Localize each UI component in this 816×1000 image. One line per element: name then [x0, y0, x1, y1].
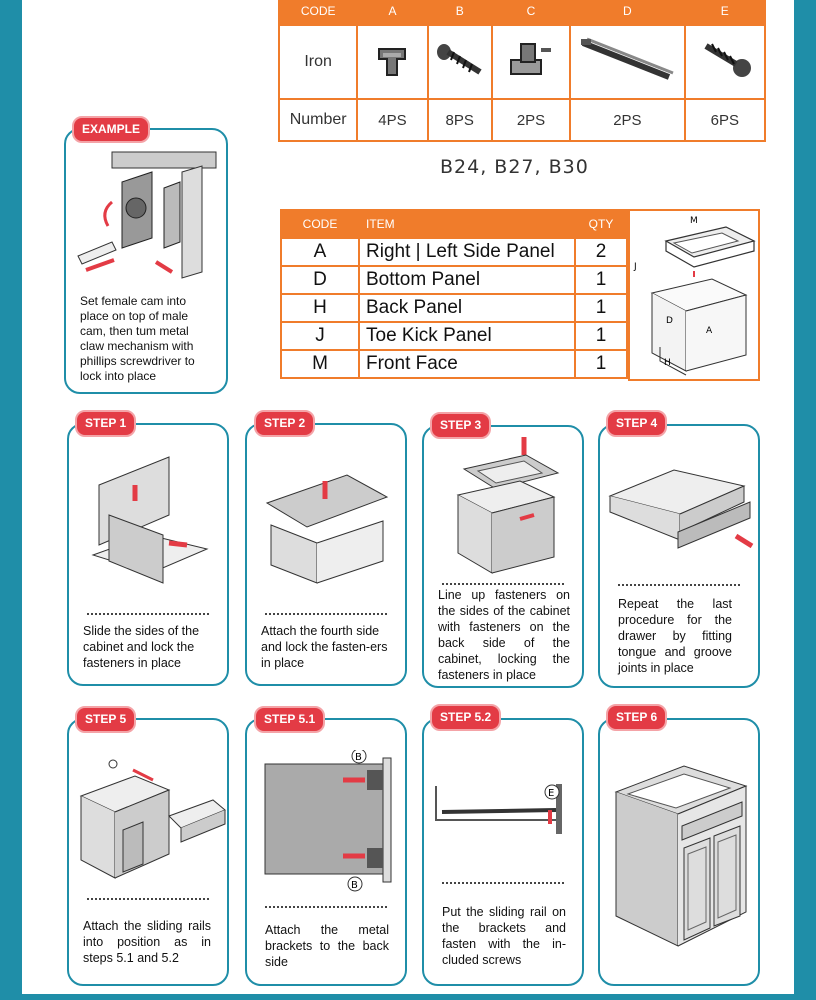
- step-2-divider: [265, 613, 387, 615]
- step-3-caption: Line up fasteners on the sides of the cabinet with fasteners on the back side of the cabinet, locking the fasteners in place: [438, 588, 570, 682]
- callout-b-top: B: [355, 752, 362, 763]
- step-5-divider: [87, 898, 209, 900]
- model-numbers: B24, B27, B30: [440, 156, 589, 178]
- step-5-2-badge: STEP 5.2: [430, 704, 501, 731]
- callout-e: E: [548, 788, 555, 799]
- step-6-card: [598, 718, 760, 986]
- item-qty: 1: [575, 350, 627, 378]
- wood-screw-icon: [434, 40, 486, 80]
- page-frame-bottom: [0, 994, 816, 1000]
- step-4-illustration: [604, 446, 754, 566]
- item-code: J: [281, 322, 359, 350]
- table-row: [281, 350, 627, 378]
- parts-header-c: C: [492, 0, 570, 25]
- item-code: D: [281, 266, 359, 294]
- diagram-label-d: D: [666, 316, 673, 326]
- step-5-card: [67, 718, 229, 986]
- step-6-illustration: [610, 756, 750, 952]
- screw-icon: [696, 38, 754, 82]
- step-5-1-card: [245, 718, 407, 986]
- part-b-cell: [428, 25, 492, 99]
- table-row: [281, 294, 627, 322]
- part-c-cell: [492, 25, 570, 99]
- part-e-count: 6PS: [685, 99, 765, 141]
- step-2-caption: Attach the fourth side and lock the fasten-ers in place: [261, 624, 388, 670]
- items-table: [280, 209, 628, 379]
- step-1-illustration: [79, 445, 219, 585]
- items-header-code: CODE: [281, 210, 359, 238]
- diagram-label-j: J: [634, 262, 637, 272]
- step-1-caption: Slide the sides of the cabinet and lock the fasteners in place: [83, 624, 200, 670]
- parts-header-code: CODE: [279, 0, 357, 25]
- items-header-qty: QTY: [575, 210, 627, 238]
- step-5-1-badge: STEP 5.1: [254, 706, 325, 733]
- step-5-badge: STEP 5: [75, 706, 136, 733]
- part-c-count: 2PS: [492, 99, 570, 141]
- step-4-badge: STEP 4: [606, 410, 667, 437]
- step-3-card: [422, 425, 584, 688]
- step-5-1-caption: Attach the metal brackets to the back side: [265, 923, 389, 969]
- cam-lock-icon: [367, 35, 417, 85]
- step-4-card: [598, 424, 760, 688]
- part-b-count: 8PS: [428, 99, 492, 141]
- step-4-divider: [618, 584, 740, 586]
- part-d-count: 2PS: [570, 99, 684, 141]
- item-code: H: [281, 294, 359, 322]
- item-name: Back Panel: [359, 294, 575, 322]
- example-badge: EXAMPLE: [72, 116, 150, 143]
- step-1-badge: STEP 1: [75, 410, 136, 437]
- parts-header-e: E: [685, 0, 765, 25]
- item-name: Right | Left Side Panel: [359, 238, 575, 266]
- step-5-2-illustration: [432, 780, 582, 840]
- step-5-2-divider: [442, 882, 564, 884]
- diagram-label-a: A: [706, 326, 713, 336]
- item-qty: 2: [575, 238, 627, 266]
- table-row: [281, 238, 627, 266]
- parts-header-d: D: [570, 0, 684, 25]
- parts-row-label-number: Number: [279, 99, 357, 141]
- step-5-caption: Attach the sliding rails into position as in steps 5.1 and 5.2: [83, 919, 211, 965]
- step-5-2-caption: Put the sliding rail on the brackets and fasten with the in-cluded screws: [442, 905, 566, 967]
- example-caption: Set female cam into place on top of male cam, then tum metal claw mechanism with phillips screwdriver to lock into place: [80, 294, 195, 383]
- item-name: Front Face: [359, 350, 575, 378]
- step-3-badge: STEP 3: [430, 412, 491, 439]
- parts-header-b: B: [428, 0, 492, 25]
- item-code: M: [281, 350, 359, 378]
- step-4-caption: Repeat the last procedure for the drawer by fitting tongue and groove joints in place: [618, 597, 732, 675]
- page-frame-left: [0, 0, 22, 1000]
- item-qty: 1: [575, 294, 627, 322]
- step-5-2-card: [422, 718, 584, 986]
- part-d-cell: [570, 25, 684, 99]
- step-3-divider: [442, 583, 564, 585]
- parts-header-a: A: [357, 0, 427, 25]
- step-5-1-divider: [265, 906, 387, 908]
- step-5-illustration: [73, 740, 227, 880]
- step-1-card: [67, 423, 229, 686]
- step-5-1-illustration: [263, 750, 393, 900]
- step-3-illustration: [434, 433, 574, 583]
- item-code: A: [281, 238, 359, 266]
- table-row: [281, 322, 627, 350]
- step-2-card: [245, 423, 407, 686]
- page-frame-right: [794, 0, 816, 1000]
- exploded-cabinet-illustration: [630, 211, 758, 379]
- parts-row-label-iron: Iron: [279, 25, 357, 99]
- bracket-clip-icon: [503, 38, 559, 82]
- step-2-illustration: [257, 445, 397, 585]
- parts-table: [278, 0, 766, 142]
- step-2-badge: STEP 2: [254, 410, 315, 437]
- part-a-cell: [357, 25, 427, 99]
- diagram-label-m: M: [690, 216, 698, 226]
- cabinet-exploded-diagram: [628, 209, 760, 381]
- item-qty: 1: [575, 266, 627, 294]
- callout-b-bottom: B: [351, 880, 358, 891]
- step-6-badge: STEP 6: [606, 704, 667, 731]
- item-name: Toe Kick Panel: [359, 322, 575, 350]
- step-1-divider: [87, 613, 209, 615]
- diagram-label-h: H: [664, 358, 671, 368]
- example-card: [64, 128, 228, 394]
- sliding-rail-icon: [577, 35, 677, 85]
- cam-lock-illustration: [72, 142, 222, 290]
- item-qty: 1: [575, 322, 627, 350]
- items-header-item: ITEM: [359, 210, 575, 238]
- table-row: [281, 266, 627, 294]
- part-a-count: 4PS: [357, 99, 427, 141]
- part-e-cell: [685, 25, 765, 99]
- item-name: Bottom Panel: [359, 266, 575, 294]
